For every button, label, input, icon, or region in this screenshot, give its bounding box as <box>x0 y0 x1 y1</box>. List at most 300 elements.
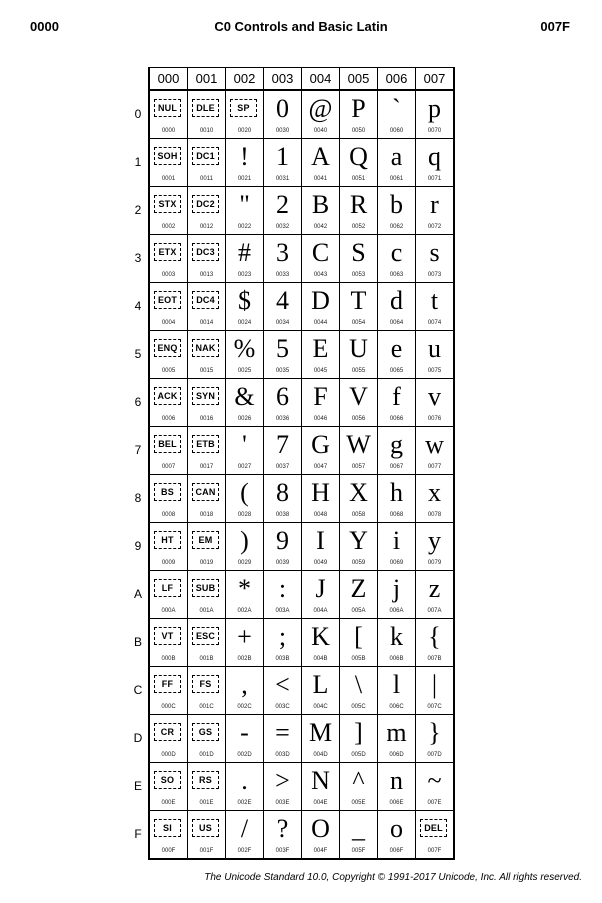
code-point: 0001 <box>161 176 176 182</box>
char-cell <box>378 571 416 619</box>
code-point: 007A <box>427 608 442 614</box>
char-cell <box>226 427 264 475</box>
control-abbr: ACK <box>154 387 181 405</box>
char-glyph: i <box>392 526 401 555</box>
code-point: 003F <box>275 848 290 854</box>
char-cell <box>188 763 226 811</box>
code-point: 0041 <box>313 176 328 182</box>
char-glyph: & <box>234 382 255 411</box>
char-cell <box>302 475 340 523</box>
chart-row <box>149 427 454 475</box>
code-point: 0025 <box>237 368 252 374</box>
control-abbr: BS <box>154 483 181 501</box>
code-point: 001E <box>199 800 214 806</box>
char-cell <box>149 763 188 811</box>
char-cell <box>302 90 340 139</box>
code-point: 0015 <box>199 368 214 374</box>
code-point: 001A <box>199 608 214 614</box>
row-label: 0 <box>134 107 142 121</box>
char-cell <box>416 379 455 427</box>
code-point: 002B <box>237 656 252 662</box>
control-abbr: US <box>192 819 219 837</box>
char-cell <box>416 427 455 475</box>
code-point: 0049 <box>313 560 328 566</box>
char-glyph: . <box>241 766 248 795</box>
char-glyph: z <box>428 574 441 603</box>
char-cell <box>340 427 378 475</box>
control-abbr: STX <box>154 195 181 213</box>
code-point: 006E <box>389 800 404 806</box>
code-point: 0065 <box>389 368 404 374</box>
char-cell <box>226 379 264 427</box>
code-point: 0022 <box>237 224 252 230</box>
char-glyph: x <box>428 478 441 507</box>
char-cell <box>340 187 378 235</box>
code-point: 0013 <box>199 272 214 278</box>
code-point: 0007 <box>161 464 176 470</box>
column-header: 003 <box>264 68 302 91</box>
code-point: 002D <box>237 752 252 758</box>
char-glyph: P <box>351 94 366 123</box>
char-cell <box>302 619 340 667</box>
code-point: 002C <box>237 704 252 710</box>
row-label: 3 <box>134 251 142 265</box>
char-glyph: 5 <box>276 334 289 363</box>
code-point: 0006 <box>161 416 176 422</box>
code-point: 0016 <box>199 416 214 422</box>
char-glyph: * <box>238 574 251 603</box>
char-glyph: R <box>349 190 368 219</box>
char-cell <box>188 283 226 331</box>
code-point: 0024 <box>237 320 252 326</box>
char-cell <box>416 90 455 139</box>
char-glyph: @ <box>308 94 333 123</box>
char-cell <box>302 331 340 379</box>
char-cell <box>378 235 416 283</box>
row-label: 5 <box>134 347 142 361</box>
char-glyph: $ <box>238 286 251 315</box>
code-point: 005C <box>351 704 366 710</box>
control-abbr: SYN <box>192 387 219 405</box>
char-glyph: _ <box>352 814 365 843</box>
code-point: 0039 <box>275 560 290 566</box>
char-cell <box>378 283 416 331</box>
code-point: 000C <box>161 704 176 710</box>
code-point: 0070 <box>427 128 442 134</box>
code-point: 004E <box>313 800 328 806</box>
char-glyph: 2 <box>276 190 289 219</box>
char-glyph: F <box>313 382 328 411</box>
control-abbr: SOH <box>154 147 181 165</box>
chart-row <box>149 475 454 523</box>
code-point: 002A <box>237 608 252 614</box>
char-cell <box>302 811 340 860</box>
char-cell <box>188 379 226 427</box>
char-glyph: D <box>311 286 330 315</box>
char-cell <box>264 379 302 427</box>
char-cell <box>302 667 340 715</box>
char-cell <box>378 427 416 475</box>
code-point: 0061 <box>389 176 404 182</box>
row-label: 1 <box>134 155 142 169</box>
char-cell <box>188 475 226 523</box>
char-cell <box>302 235 340 283</box>
range-start-code: 0000 <box>30 19 59 34</box>
chart-row <box>149 187 454 235</box>
code-point: 0054 <box>351 320 366 326</box>
row-label: 8 <box>134 491 142 505</box>
char-glyph: = <box>275 718 290 747</box>
code-point: 001C <box>199 704 214 710</box>
char-cell <box>378 139 416 187</box>
char-cell <box>264 667 302 715</box>
code-point: 007E <box>427 800 442 806</box>
char-glyph: d <box>390 286 403 315</box>
code-point: 0033 <box>275 272 290 278</box>
control-abbr: DC4 <box>192 291 219 309</box>
char-cell <box>188 619 226 667</box>
char-glyph: e <box>390 334 403 363</box>
code-point: 005F <box>351 848 366 854</box>
column-header-row <box>149 68 454 91</box>
char-cell <box>226 331 264 379</box>
chart-row <box>149 331 454 379</box>
char-cell <box>188 715 226 763</box>
control-abbr: DLE <box>192 99 219 117</box>
code-point: 0014 <box>199 320 214 326</box>
row-label: 7 <box>134 443 142 457</box>
control-abbr: BEL <box>154 435 181 453</box>
char-cell <box>264 619 302 667</box>
char-glyph: # <box>238 238 251 267</box>
code-point: 0071 <box>427 176 442 182</box>
char-cell <box>264 811 302 860</box>
control-abbr: ENQ <box>154 339 181 357</box>
control-abbr: SP <box>230 99 257 117</box>
char-glyph: ` <box>392 94 401 123</box>
code-point: 003E <box>275 800 290 806</box>
control-abbr: ESC <box>192 627 219 645</box>
char-glyph: Z <box>350 574 367 603</box>
code-point: 0048 <box>313 512 328 518</box>
char-cell <box>226 763 264 811</box>
code-point: 0019 <box>199 560 214 566</box>
page-title: C0 Controls and Basic Latin <box>214 19 388 34</box>
control-abbr: SUB <box>192 579 219 597</box>
range-end-code: 007F <box>540 19 570 34</box>
code-point: 005A <box>351 608 366 614</box>
char-cell <box>264 715 302 763</box>
char-cell <box>188 331 226 379</box>
copyright-footer: The Unicode Standard 10.0, Copyright © 1991-2017 Unicode, Inc. All rights reserved. <box>204 872 582 883</box>
char-cell <box>226 283 264 331</box>
char-glyph: u <box>428 334 441 363</box>
char-glyph: 9 <box>276 526 289 555</box>
code-point: 0012 <box>199 224 214 230</box>
char-cell <box>149 331 188 379</box>
control-abbr: DC3 <box>192 243 219 261</box>
char-cell <box>149 523 188 571</box>
code-point: 0053 <box>351 272 366 278</box>
char-cell <box>149 187 188 235</box>
char-cell <box>416 331 455 379</box>
char-glyph: } <box>428 718 441 747</box>
char-glyph: ( <box>240 478 249 507</box>
char-glyph: > <box>275 766 290 795</box>
code-point: 006C <box>389 704 404 710</box>
char-glyph: J <box>315 574 326 603</box>
char-cell <box>149 475 188 523</box>
code-chart-table <box>148 67 455 860</box>
char-glyph: % <box>233 334 256 363</box>
control-abbr: DC2 <box>192 195 219 213</box>
char-glyph: T <box>350 286 367 315</box>
char-cell <box>149 235 188 283</box>
char-cell <box>302 139 340 187</box>
control-abbr: EOT <box>154 291 181 309</box>
code-point: 0021 <box>237 176 252 182</box>
chart-row <box>149 283 454 331</box>
char-cell <box>378 475 416 523</box>
code-point: 006B <box>389 656 404 662</box>
code-point: 001F <box>199 848 214 854</box>
code-point: 006A <box>389 608 404 614</box>
char-cell <box>340 523 378 571</box>
code-point: 0052 <box>351 224 366 230</box>
char-glyph: W <box>346 430 371 459</box>
char-glyph: < <box>275 670 290 699</box>
char-glyph: s <box>429 238 440 267</box>
row-label: 4 <box>134 299 142 313</box>
code-point: 0074 <box>427 320 442 326</box>
column-header: 006 <box>378 68 416 91</box>
char-glyph: y <box>428 526 441 555</box>
char-cell <box>340 571 378 619</box>
char-cell <box>264 571 302 619</box>
char-cell <box>264 187 302 235</box>
control-abbr: DEL <box>420 819 447 837</box>
code-point: 0045 <box>313 368 328 374</box>
chart-row <box>149 667 454 715</box>
control-abbr: ETB <box>192 435 219 453</box>
code-point: 0026 <box>237 416 252 422</box>
row-label: 2 <box>134 203 142 217</box>
chart-row <box>149 715 454 763</box>
char-cell <box>340 379 378 427</box>
code-point: 001D <box>199 752 214 758</box>
char-cell <box>264 331 302 379</box>
code-point: 0020 <box>237 128 252 134</box>
code-point: 003D <box>275 752 290 758</box>
control-abbr: NAK <box>192 339 219 357</box>
char-cell <box>264 475 302 523</box>
code-point: 0029 <box>237 560 252 566</box>
char-glyph: k <box>390 622 403 651</box>
char-cell <box>378 331 416 379</box>
column-header: 002 <box>226 68 264 91</box>
char-cell <box>378 715 416 763</box>
code-point: 000E <box>161 800 176 806</box>
char-glyph: 3 <box>276 238 289 267</box>
code-point: 0042 <box>313 224 328 230</box>
code-point: 0076 <box>427 416 442 422</box>
char-cell <box>378 619 416 667</box>
char-glyph: q <box>428 142 441 171</box>
char-cell <box>226 523 264 571</box>
char-glyph: ; <box>278 622 287 651</box>
char-glyph: j <box>392 574 401 603</box>
row-label: B <box>133 635 142 649</box>
char-cell <box>302 283 340 331</box>
code-point: 0028 <box>237 512 252 518</box>
control-abbr: VT <box>154 627 181 645</box>
char-glyph: 6 <box>276 382 289 411</box>
char-cell <box>226 619 264 667</box>
char-glyph: p <box>428 94 441 123</box>
char-cell <box>302 763 340 811</box>
code-point: 0078 <box>427 512 442 518</box>
char-cell <box>302 187 340 235</box>
char-glyph: m <box>386 718 407 747</box>
char-glyph: b <box>390 190 403 219</box>
char-cell <box>149 90 188 139</box>
char-glyph: ^ <box>352 766 365 795</box>
code-point: 0040 <box>313 128 328 134</box>
char-glyph: 7 <box>276 430 289 459</box>
code-point: 0067 <box>389 464 404 470</box>
code-point: 005E <box>351 800 366 806</box>
char-glyph: [ <box>354 622 363 651</box>
char-cell <box>264 283 302 331</box>
char-cell <box>226 139 264 187</box>
char-cell <box>416 235 455 283</box>
code-point: 006D <box>389 752 404 758</box>
char-cell <box>340 283 378 331</box>
code-point: 0073 <box>427 272 442 278</box>
char-glyph: O <box>311 814 330 843</box>
row-label: 9 <box>134 539 142 553</box>
char-cell <box>302 571 340 619</box>
code-point: 0062 <box>389 224 404 230</box>
row-label: F <box>134 827 142 841</box>
char-glyph: v <box>428 382 441 411</box>
char-glyph: B <box>311 190 330 219</box>
char-cell <box>416 571 455 619</box>
code-point: 0060 <box>389 128 404 134</box>
char-cell <box>226 571 264 619</box>
char-glyph: ~ <box>427 766 442 795</box>
code-point: 0057 <box>351 464 366 470</box>
code-point: 0005 <box>161 368 176 374</box>
control-abbr: RS <box>192 771 219 789</box>
char-cell <box>149 427 188 475</box>
column-header: 005 <box>340 68 378 91</box>
char-cell <box>264 139 302 187</box>
code-point: 0064 <box>389 320 404 326</box>
column-header: 004 <box>302 68 340 91</box>
code-point: 004F <box>313 848 328 854</box>
char-cell <box>378 811 416 860</box>
code-point: 004A <box>313 608 328 614</box>
char-cell <box>149 667 188 715</box>
code-point: 0058 <box>351 512 366 518</box>
char-cell <box>416 523 455 571</box>
code-point: 0003 <box>161 272 176 278</box>
char-cell <box>149 379 188 427</box>
char-cell <box>416 763 455 811</box>
row-label: D <box>133 731 143 745</box>
control-abbr: ETX <box>154 243 181 261</box>
char-cell <box>340 139 378 187</box>
chart-row <box>149 139 454 187</box>
code-point: 0038 <box>275 512 290 518</box>
char-glyph: a <box>390 142 403 171</box>
code-point: 004B <box>313 656 328 662</box>
char-cell <box>416 475 455 523</box>
char-cell <box>378 379 416 427</box>
char-glyph: Q <box>349 142 368 171</box>
code-point: 007B <box>427 656 442 662</box>
char-glyph: ? <box>276 814 289 843</box>
control-abbr: FS <box>192 675 219 693</box>
code-point: 0046 <box>313 416 328 422</box>
control-abbr: DC1 <box>192 147 219 165</box>
char-glyph: + <box>237 622 252 651</box>
code-point: 0009 <box>161 560 176 566</box>
char-glyph: E <box>312 334 329 363</box>
char-glyph: \ <box>354 670 363 699</box>
chart-row <box>149 811 454 860</box>
char-cell <box>302 523 340 571</box>
code-point: 0068 <box>389 512 404 518</box>
char-glyph: ] <box>354 718 363 747</box>
char-glyph: t <box>430 286 439 315</box>
char-cell <box>226 811 264 860</box>
char-glyph: w <box>425 430 444 459</box>
char-glyph: | <box>431 670 438 699</box>
code-point: 001B <box>199 656 214 662</box>
char-glyph: h <box>390 478 403 507</box>
char-glyph: V <box>349 382 368 411</box>
char-cell <box>226 235 264 283</box>
code-point: 0056 <box>351 416 366 422</box>
char-cell <box>149 283 188 331</box>
char-cell <box>302 379 340 427</box>
code-point: 0018 <box>199 512 214 518</box>
char-cell <box>188 667 226 715</box>
char-cell <box>378 667 416 715</box>
char-glyph: o <box>390 814 403 843</box>
char-glyph: G <box>311 430 330 459</box>
chart-row <box>149 523 454 571</box>
char-cell <box>340 619 378 667</box>
column-header: 001 <box>188 68 226 91</box>
char-glyph: ' <box>242 430 247 459</box>
code-point: 003A <box>275 608 290 614</box>
row-label: C <box>133 683 143 697</box>
code-point: 0004 <box>161 320 176 326</box>
code-point: 0075 <box>427 368 442 374</box>
char-glyph: I <box>316 526 325 555</box>
char-cell <box>416 715 455 763</box>
char-glyph: Y <box>349 526 368 555</box>
code-point: 0031 <box>275 176 290 182</box>
chart-row <box>149 90 454 139</box>
code-point: 0002 <box>161 224 176 230</box>
char-cell <box>149 715 188 763</box>
code-point: 0050 <box>351 128 366 134</box>
char-cell <box>264 523 302 571</box>
